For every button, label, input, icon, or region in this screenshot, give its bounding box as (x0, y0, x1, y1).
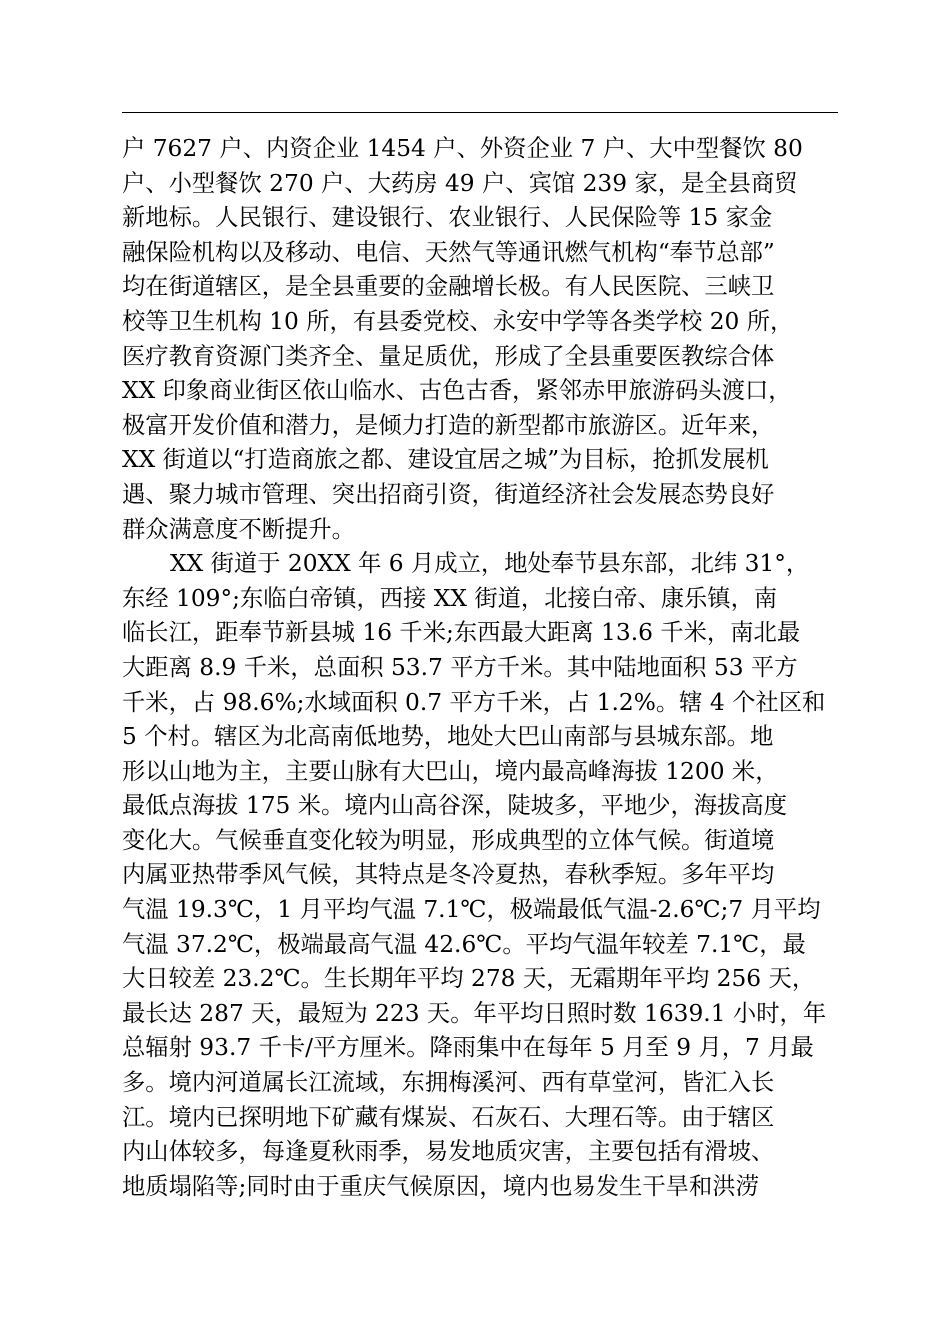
text-line: 千米，占 98.6%;水域面积 0.7 平方千米，占 1.2%。辖 4 个社区和 (122, 688, 826, 716)
text-line: 群众满意度不断提升。 (122, 515, 355, 543)
text-line: 内山体较多，每逢夏秋雨季，易发地质灾害，主要包括有滑坡、 (122, 1138, 775, 1166)
text-line: 多。境内河道属长江流域，东拥梅溪河、西有草堂河，皆汇入长 (122, 1069, 775, 1097)
text-line: 东经 109°;东临白帝镇，西接 XX 街道，北接白帝、康乐镇，南 (122, 584, 778, 612)
text-line: 变化大。气候垂直变化较为明显，形成典型的立体气候。街道境 (122, 826, 775, 854)
text-line: 医疗教育资源门类齐全、量足质优，形成了全县重要医教综合体 (122, 342, 775, 370)
text-line: 校等卫生机构 10 所，有县委党校、永安中学等各类学校 20 所， (122, 307, 794, 335)
text-line: 户、小型餐饮 270 户、大药房 49 户、宾馆 239 家，是全县商贸 (122, 169, 798, 197)
text-line: 形以山地为主，主要山脉有大巴山，境内最高峰海拔 1200 米， (122, 757, 779, 785)
text-line: 户 7627 户、内资企业 1454 户、外资企业 7 户、大中型餐饮 80 (122, 135, 803, 162)
text-line: 大距离 8.9 千米，总面积 53.7 平方千米。其中陆地面积 53 平方 (122, 653, 798, 681)
text-line: 极富开发价值和潜力，是倾力打造的新型都市旅游区。近年来， (122, 411, 775, 439)
text-line: 江。境内已探明地下矿藏有煤炭、石灰石、大理石等。由于辖区 (122, 1103, 775, 1131)
text-line: 5 个村。辖区为北高南低地势，地处大巴山南部与县城东部。地 (122, 723, 774, 751)
text-line: 地质塌陷等;同时由于重庆气候原因，境内也易发生干旱和洪涝 (122, 1172, 759, 1200)
text-line: XX 街道以“打造商旅之都、建设宜居之城”为目标，抢抓发展机 (122, 446, 769, 474)
header-rule (122, 112, 838, 113)
text-line: 融保险机构以及移动、电信、天然气等通讯燃气机构“奉节总部” (122, 238, 775, 266)
text-line: XX 印象商业街区依山临水、古色古香，紧邻赤甲旅游码头渡口， (122, 377, 792, 405)
paragraph-2 (122, 547, 838, 1204)
text-line: 气温 19.3℃，1 月平均气温 7.1℃，极端最低气温-2.6℃;7 月平均 (122, 896, 821, 924)
text-line: 总辐射 93.7 千卡/平方厘米。降雨集中在每年 5 月至 9 月，7 月最 (122, 1034, 814, 1062)
text-line: 新地标。人民银行、建设银行、农业银行、人民保险等 15 家金 (122, 204, 773, 232)
paragraph-1 (122, 132, 838, 547)
text-line: XX 街道于 20XX 年 6 月成立，地处奉节县东部，北纬 31°， (170, 550, 810, 578)
page-body (122, 132, 838, 1204)
text-line: 最低点海拔 175 米。境内山高谷深，陡坡多，平地少，海拔高度 (122, 792, 787, 820)
text-line: 气温 37.2℃，极端最高气温 42.6℃。平均气温年较差 7.1℃，最 (122, 930, 806, 958)
text-line: 临长江，距奉节新县城 16 千米;东西最大距离 13.6 千米，南北最 (122, 619, 801, 647)
text-line: 遇、聚力城市管理、突出招商引资，街道经济社会发展态势良好 (122, 480, 775, 508)
text-line: 均在街道辖区，是全县重要的金融增长极。有人民医院、三峡卫 (122, 273, 775, 301)
text-line: 最长达 287 天，最短为 223 天。年平均日照时数 1639.1 小时，年 (122, 999, 827, 1027)
text-line: 大日较差 23.2℃。生长期年平均 278 天，无霜期年平均 256 天， (122, 965, 816, 993)
text-line: 内属亚热带季风气候，其特点是冬冷夏热，春秋季短。多年平均 (122, 861, 775, 889)
